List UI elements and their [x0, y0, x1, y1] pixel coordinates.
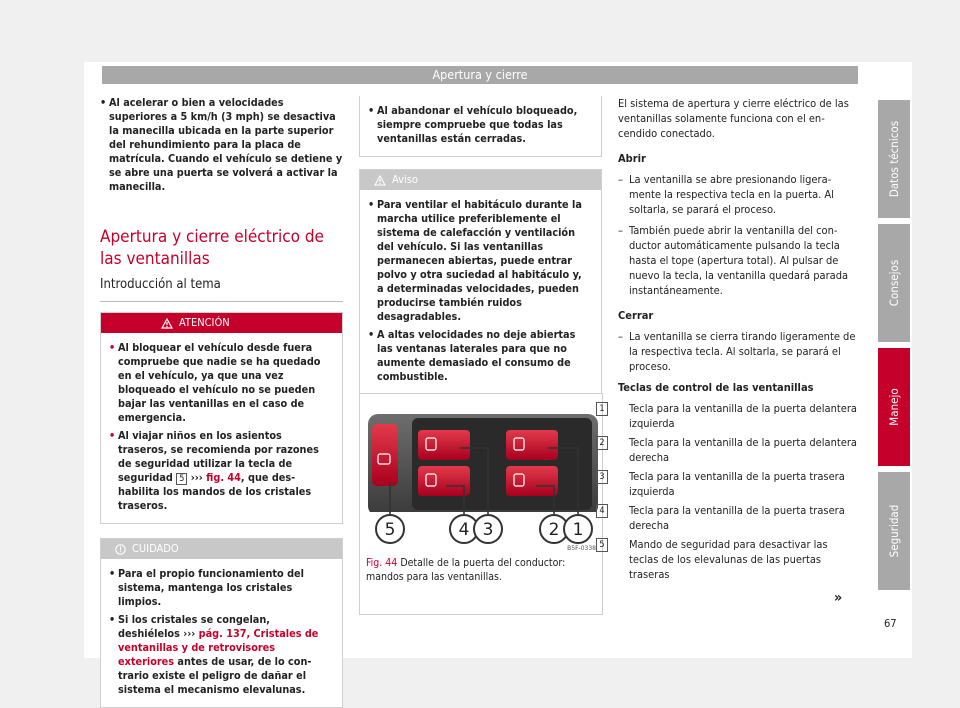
caution-bullet-1: • Para el propio funcionamiento del sistema, mantenga los cristales limpios.: [109, 567, 332, 609]
key-number-5: 5: [596, 538, 608, 552]
notice-label: Aviso: [392, 173, 418, 186]
key-text-2: Tecla para la ventanilla de la puerta delantera derecha: [629, 436, 857, 464]
warning-header: [101, 313, 342, 333]
figure-label: Fig. 44: [366, 557, 398, 569]
tab-label: Seguridad: [887, 504, 901, 558]
column-left: [100, 96, 343, 708]
column-right: [599, 96, 858, 586]
page-137-link[interactable]: pág. 137, Cristales de ventanillas y de retrovisores exteriores: [118, 627, 319, 668]
notice-bullet-2: • A altas velocidades no deje abiertas las ventanas laterales para que no aumente demasiado el consumo de combustible.: [368, 328, 591, 384]
caution-bullet-2-text: Si los cristales se congelan, deshiélelos: [118, 613, 270, 640]
ref-arrows: ›››: [183, 627, 196, 640]
warning-box: [100, 312, 343, 524]
callout-2: 2: [548, 520, 560, 540]
notice-body: [360, 190, 601, 394]
open-title: Abrir: [618, 152, 646, 165]
warning-bullet-2-tail: , que deshabilita los mandos de los cristales traseros.: [118, 471, 312, 512]
caution-bullet-2-tail: antes de usar, de lo contrario existe el peligro de dañar el sistema el mecanismo elevalunas.: [118, 655, 312, 696]
close-item-1: – La ventanilla se cierra tirando ligeramente de la respectiva tecla. Al soltarla, se parará el proceso.: [618, 329, 858, 374]
subtitle-intro: Introducción al tema: [100, 277, 221, 292]
key-item-1: [599, 401, 858, 431]
tab-label: Manejo: [887, 388, 901, 426]
caution-header: [101, 539, 342, 559]
figure-caption-text: Detalle de la puerta del conductor: mandos para las ventanillas.: [366, 557, 566, 583]
notice-icon: [374, 175, 386, 186]
continued-box: [359, 96, 602, 157]
callout-4: 4: [458, 520, 470, 540]
caution-body: [101, 559, 342, 707]
key-number-3: 3: [596, 470, 608, 484]
figure-code: B5F-0338: [567, 545, 596, 552]
fig-44-link[interactable]: fig. 44: [206, 471, 241, 484]
page-header: Apertura y cierre: [102, 66, 858, 84]
key-text-1: Tecla para la ventanilla de la puerta delantera izquierda: [629, 402, 857, 430]
sidebar-tab-manejo[interactable]: [878, 348, 910, 466]
warning-bullet-1: • Al bloquear el vehículo desde fuera compruebe que nadie se ha quedado en el vehículo, ya que una vez bloqueado el vehículo no se pueden bajar las ventanillas en el caso de emergencia.: [109, 341, 332, 425]
warning-triangle-icon: [161, 318, 173, 329]
intro-bullet: • Al acelerar o bien a velocidades superiores a 5 km/h (3 mph) se desactiva la manecilla ubicada en la parte superior del rehundimiento para la placa de matrícula. Cuando el vehículo se detiene y se abre una puerta se volverá a activar la manecilla.: [100, 96, 343, 194]
warning-bullet-2: [109, 429, 332, 513]
key-number-1: 1: [596, 402, 608, 416]
ref-arrows: ›››: [190, 471, 203, 484]
key-text-3: Tecla para la ventanilla de la puerta trasera izquierda: [629, 470, 845, 498]
continued-marker: »: [834, 590, 843, 606]
continued-box-body: [360, 96, 601, 156]
open-item-2: – También puede abrir la ventanilla del conductor automáticamente pulsando la tecla hasta el tope (apertura total). Al pulsar de nuevo la tecla, la ventanilla quedará parada instantáneamente.: [618, 223, 858, 298]
tab-label: Datos técnicos: [887, 120, 901, 198]
callout-5: 5: [384, 520, 396, 540]
divider: [100, 301, 343, 302]
callout-1: 1: [572, 520, 584, 540]
open-item-1: – La ventanilla se abre presionando ligeramente la respectiva tecla en la puerta. Al soltarla, se parará el proceso.: [618, 172, 858, 217]
tab-label: Consejos: [887, 259, 901, 307]
sidebar-tab-consejos[interactable]: [878, 224, 910, 342]
notice-bullet-1: • Para ventilar el habitáculo durante la marcha utilice preferiblemente el sistema de calefacción y ventilación del vehículo. Si las ventanillas permanecen abiertas, puede entrar polvo y otra suciedad al habitáculo y, a determinadas velocidades, pueden producirse también ruidos desagradables.: [368, 198, 591, 324]
key-number-2: 2: [596, 436, 608, 450]
notice-header: [360, 170, 601, 190]
warning-bullet-2-text: Al viajar niños en los asientos traseros, se recomienda por razones de seguridad utilizar la tecla de seguridad: [118, 429, 319, 484]
window-switch-panel-illustration: [360, 394, 602, 554]
key-item-4: [599, 503, 858, 533]
info-circle-icon: [115, 544, 126, 555]
keys-title: Teclas de control de las ventanillas: [618, 381, 814, 394]
key-text-4: Tecla para la ventanilla de la puerta trasera derecha: [629, 504, 845, 532]
sidebar-tab-seguridad[interactable]: [878, 472, 910, 590]
caution-label: CUIDADO: [132, 542, 179, 555]
notice-box: [359, 169, 602, 395]
key-number-4: 4: [596, 504, 608, 518]
callout-3: 3: [482, 520, 494, 540]
intro-text: El sistema de apertura y cierre eléctrico de las ventanillas solamente funciona con el encendido conectado.: [618, 97, 849, 140]
caution-bullet-2: [109, 613, 332, 697]
key-text-5: Mando de seguridad para desactivar las teclas de los elevalunas de las puertas traseras: [629, 538, 828, 581]
warning-label: ATENCIÓN: [179, 316, 230, 329]
key-item-2: [599, 435, 858, 465]
close-title: Cerrar: [618, 309, 654, 322]
key-item-3: [599, 469, 858, 499]
leave-vehicle-bullet: • Al abandonar el vehículo bloqueado, siempre compruebe que todas las ventanillas están cerradas.: [368, 104, 591, 146]
figure-caption: [366, 556, 596, 584]
figure-44: [359, 393, 603, 615]
page-number: 67: [884, 617, 897, 630]
key-number-badge: 5: [176, 473, 187, 485]
sidebar-tab-datos-tecnicos[interactable]: [878, 100, 910, 218]
section-title-windows: Apertura y cierre eléctrico de las ventanillas: [100, 227, 324, 269]
caution-box: [100, 538, 343, 708]
warning-body: [101, 333, 342, 523]
key-item-5: [599, 537, 858, 582]
